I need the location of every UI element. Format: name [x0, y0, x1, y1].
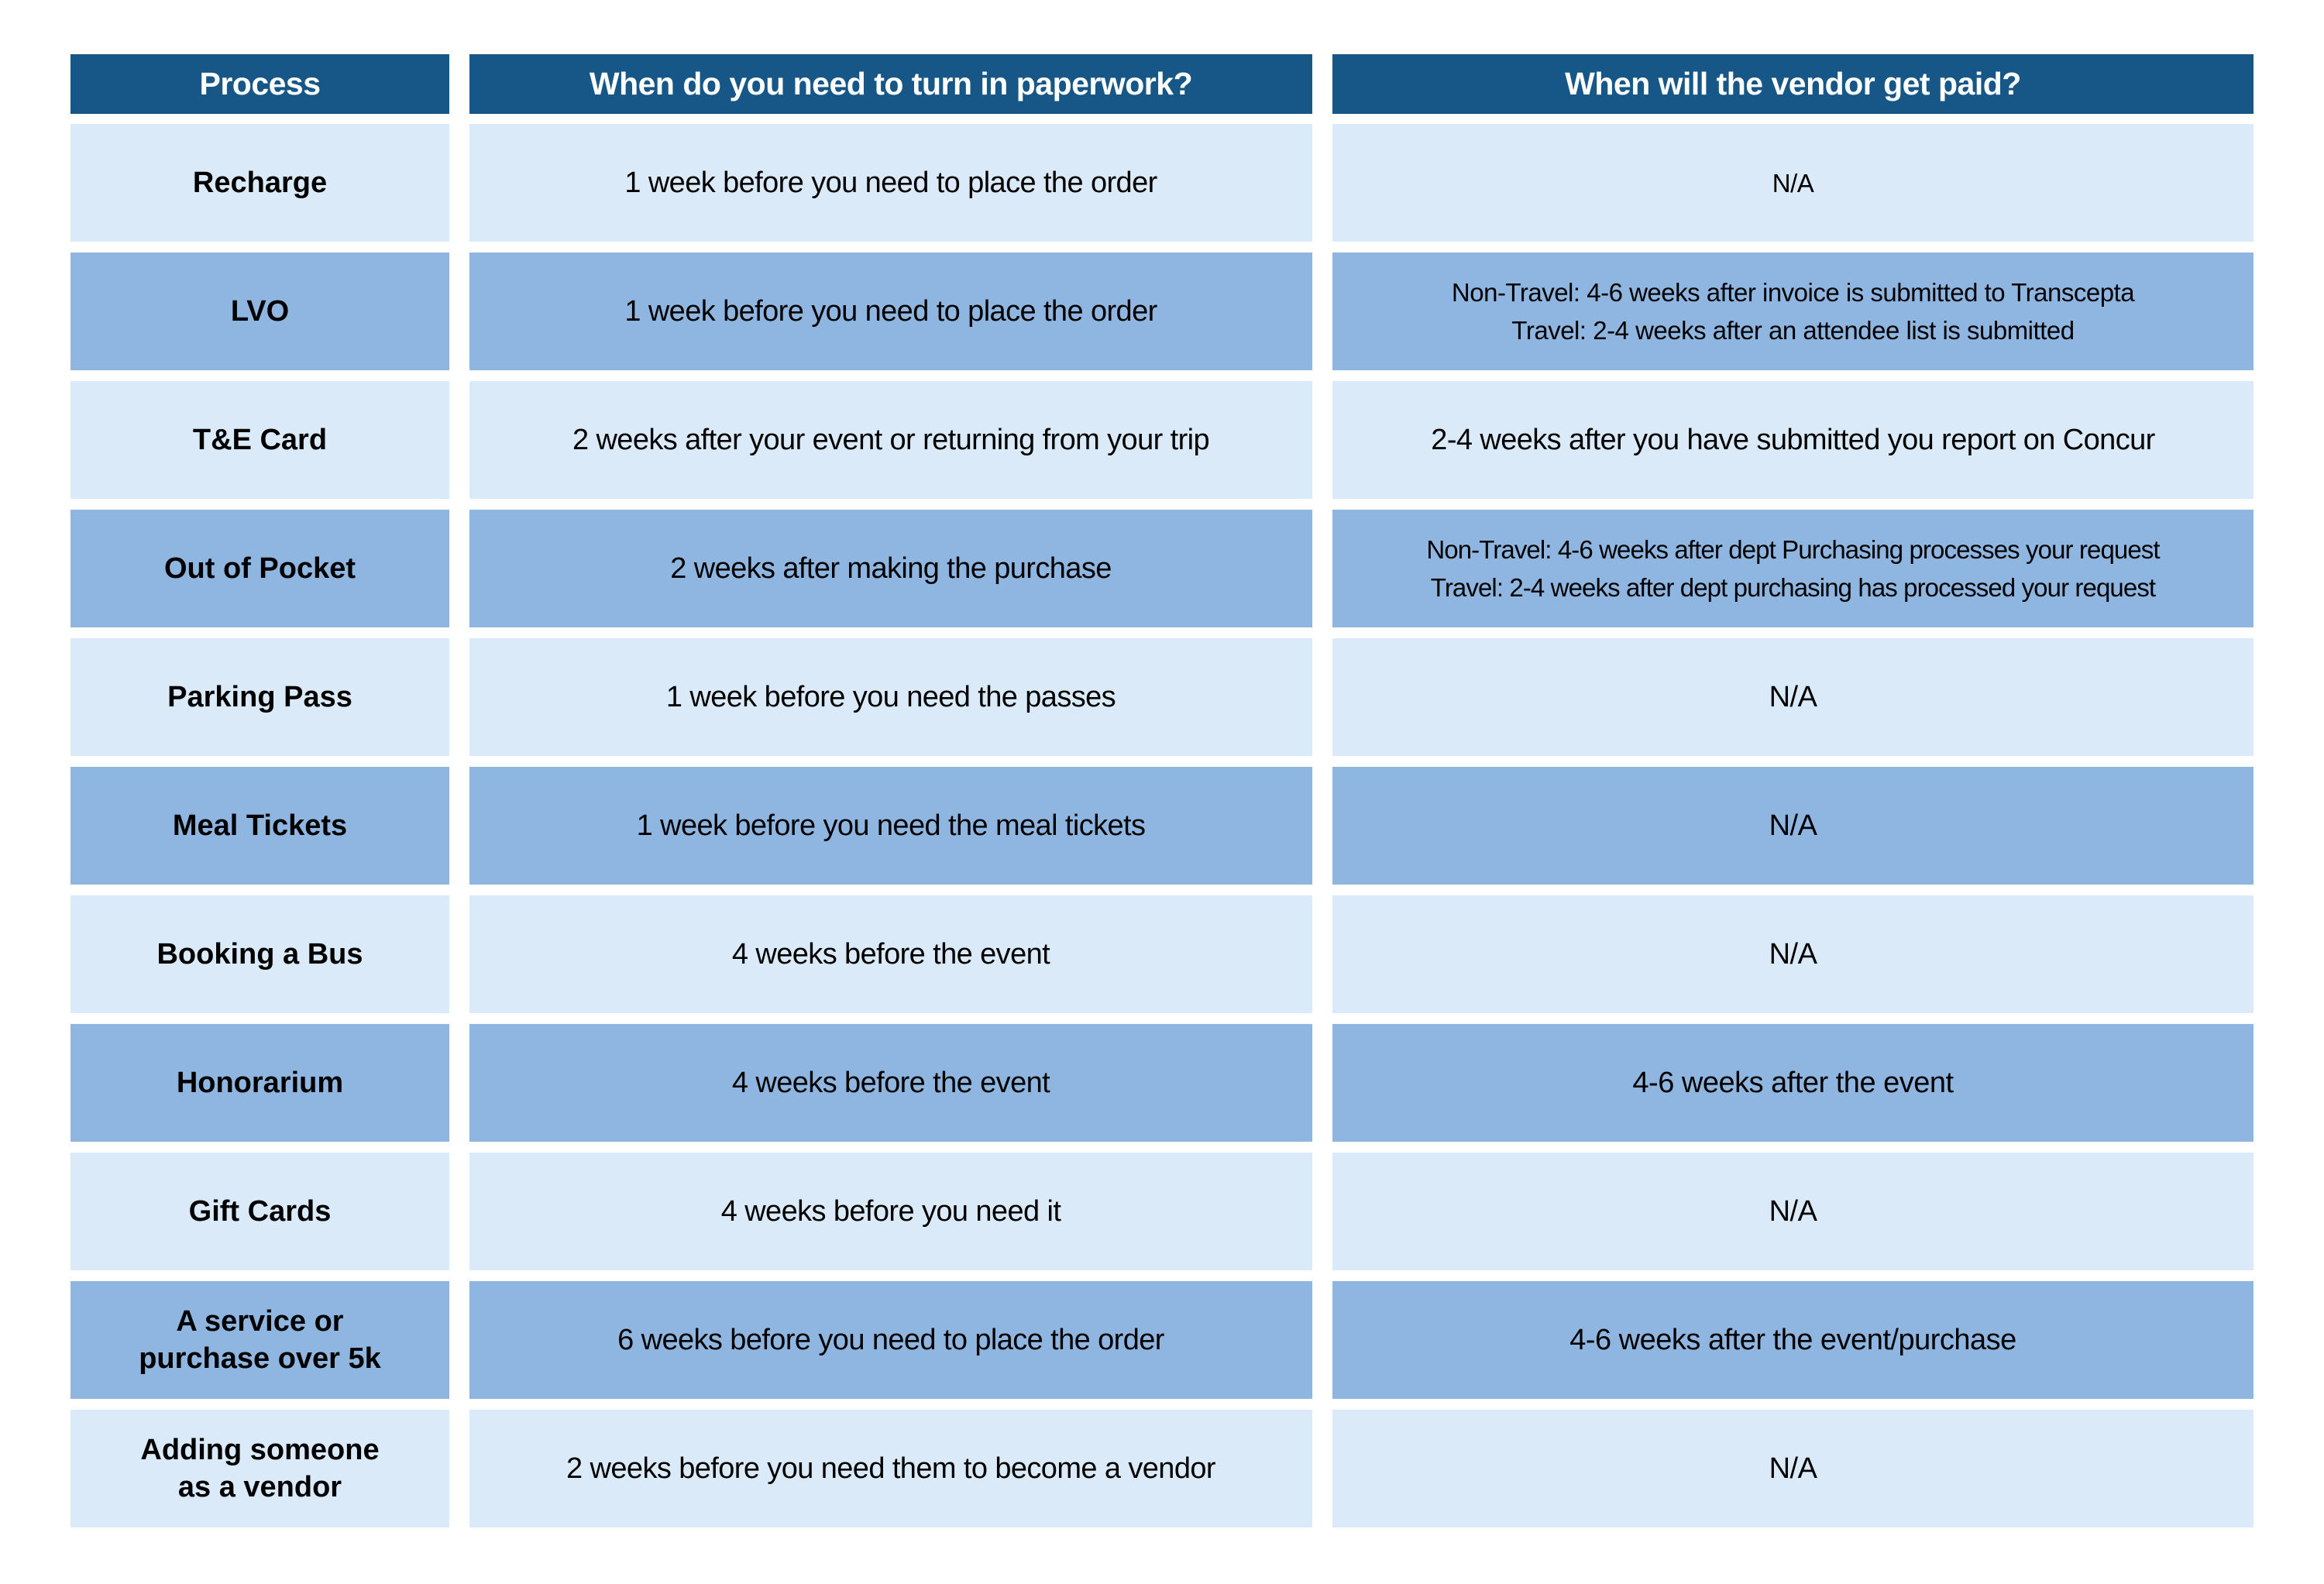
- process-label: Recharge: [192, 167, 328, 199]
- payment-cell: [1332, 895, 2254, 1013]
- process-label: Meal Tickets: [172, 809, 348, 842]
- payment-cell: [1332, 253, 2254, 370]
- paperwork-cell: 1 week before you need to place the order: [469, 253, 1312, 370]
- process-cell: [70, 381, 449, 499]
- process-cell: [70, 1281, 449, 1399]
- payment-line-1: N/A: [1772, 168, 1814, 198]
- payment-line-1: N/A: [1769, 1452, 1817, 1485]
- process-cell: [70, 253, 449, 370]
- payment-cell: [1332, 1024, 2254, 1142]
- column-header-vendor-payment: When will the vendor get paid?: [1332, 54, 2254, 114]
- process-label: Adding someone as a vendor: [140, 1434, 380, 1503]
- process-cell: [70, 510, 449, 627]
- payment-cell: [1332, 1410, 2254, 1527]
- payment-cell: [1332, 1281, 2254, 1399]
- paperwork-cell: 4 weeks before you need it: [469, 1153, 1312, 1270]
- paperwork-timeline-table: [70, 54, 2254, 1538]
- process-label: Out of Pocket: [163, 552, 356, 585]
- paperwork-cell: 2 weeks after your event or returning from your trip: [469, 381, 1312, 499]
- payment-line-1: N/A: [1769, 1194, 1817, 1228]
- process-cell: [70, 638, 449, 756]
- process-label: Parking Pass: [167, 681, 352, 713]
- payment-line-1: 2-4 weeks after you have submitted you report on Concur: [1431, 423, 2155, 456]
- payment-line-2: Travel: 2-4 weeks after an attendee list is submitted: [1511, 316, 2075, 345]
- process-label: T&E Card: [192, 424, 328, 456]
- process-label: Honorarium: [176, 1067, 344, 1099]
- payment-line-2: Travel: 2-4 weeks after dept purchasing has processed your request: [1430, 573, 2156, 602]
- payment-cell: [1332, 1153, 2254, 1270]
- process-cell: [70, 1153, 449, 1270]
- process-label: Booking a Bus: [156, 938, 363, 971]
- payment-cell: [1332, 638, 2254, 756]
- paperwork-cell: 2 weeks after making the purchase: [469, 510, 1312, 627]
- process-cell: [70, 767, 449, 885]
- payment-line-1: N/A: [1769, 809, 1817, 842]
- paperwork-cell: 1 week before you need the passes: [469, 638, 1312, 756]
- process-label: A service or purchase over 5k: [139, 1305, 381, 1375]
- process-cell: [70, 124, 449, 242]
- paperwork-cell: 1 week before you need to place the order: [469, 124, 1312, 242]
- process-cell: [70, 1410, 449, 1527]
- payment-cell: [1332, 381, 2254, 499]
- payment-cell: [1332, 124, 2254, 242]
- payment-line-1: 4-6 weeks after the event/purchase: [1569, 1323, 2016, 1356]
- paperwork-cell: 4 weeks before the event: [469, 895, 1312, 1013]
- payment-line-1: N/A: [1769, 937, 1817, 971]
- payment-line-1: Non-Travel: 4-6 weeks after invoice is submitted to Transcepta: [1451, 278, 2135, 307]
- process-cell: [70, 1024, 449, 1142]
- process-label: LVO: [230, 295, 290, 328]
- payment-cell: [1332, 510, 2254, 627]
- column-header-paperwork-deadline: When do you need to turn in paperwork?: [469, 54, 1312, 114]
- column-header-process: Process: [70, 54, 449, 114]
- payment-line-1: 4-6 weeks after the event: [1632, 1066, 1954, 1099]
- paperwork-cell: 4 weeks before the event: [469, 1024, 1312, 1142]
- payment-line-1: Non-Travel: 4-6 weeks after dept Purchasing processes your request: [1426, 535, 2160, 564]
- paperwork-cell: 6 weeks before you need to place the order: [469, 1281, 1312, 1399]
- paperwork-cell: 1 week before you need the meal tickets: [469, 767, 1312, 885]
- process-label: Gift Cards: [188, 1195, 332, 1228]
- paperwork-cell: 2 weeks before you need them to become a vendor: [469, 1410, 1312, 1527]
- process-cell: [70, 895, 449, 1013]
- payment-cell: [1332, 767, 2254, 885]
- payment-line-1: N/A: [1769, 680, 1817, 713]
